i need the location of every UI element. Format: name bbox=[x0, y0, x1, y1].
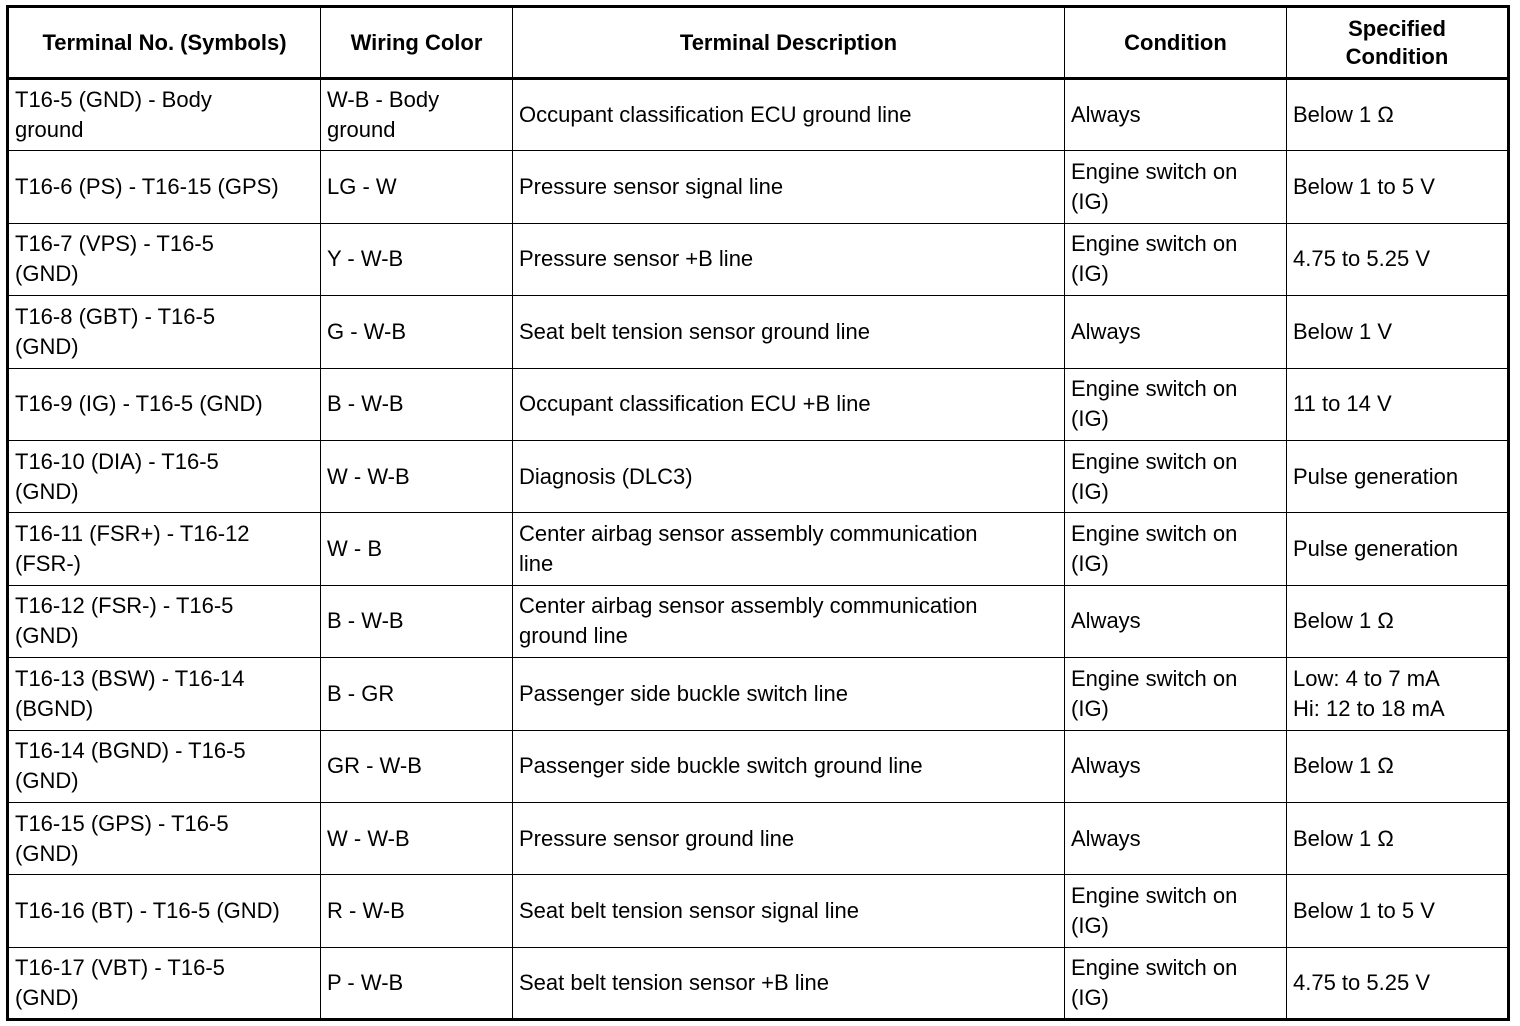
terminal-cell: T16-7 (VPS) - T16-5 (GND) bbox=[8, 223, 321, 295]
table-row bbox=[8, 368, 1509, 440]
specified-condition-cell: Below 1 Ω bbox=[1287, 802, 1509, 874]
wiring-color-cell: W - W-B bbox=[321, 802, 513, 874]
wiring-color-cell: Y - W-B bbox=[321, 223, 513, 295]
specified-condition-cell: Pulse generation bbox=[1287, 513, 1509, 585]
terminal-cell: T16-10 (DIA) - T16-5 (GND) bbox=[8, 440, 321, 512]
terminal-cell: T16-17 (VBT) - T16-5 (GND) bbox=[8, 947, 321, 1019]
description-cell: Passenger side buckle switch line bbox=[513, 658, 1065, 730]
condition-cell: Always bbox=[1065, 585, 1287, 657]
condition-cell: Engine switch on (IG) bbox=[1065, 440, 1287, 512]
table-row bbox=[8, 440, 1509, 512]
table-row bbox=[8, 875, 1509, 947]
condition-cell: Engine switch on (IG) bbox=[1065, 658, 1287, 730]
specified-condition-cell: Low: 4 to 7 mA Hi: 12 to 18 mA bbox=[1287, 658, 1509, 730]
terminal-cell: T16-15 (GPS) - T16-5 (GND) bbox=[8, 802, 321, 874]
condition-cell: Engine switch on (IG) bbox=[1065, 875, 1287, 947]
table-row bbox=[8, 296, 1509, 368]
description-cell: Seat belt tension sensor +B line bbox=[513, 947, 1065, 1019]
table-row bbox=[8, 947, 1509, 1019]
table-row bbox=[8, 658, 1509, 730]
condition-cell: Always bbox=[1065, 296, 1287, 368]
specified-condition-cell: Below 1 Ω bbox=[1287, 79, 1509, 151]
condition-cell: Always bbox=[1065, 730, 1287, 802]
wiring-color-cell: B - W-B bbox=[321, 368, 513, 440]
description-cell: Seat belt tension sensor ground line bbox=[513, 296, 1065, 368]
header-terminal-no: Terminal No. (Symbols) bbox=[8, 7, 321, 79]
table-row bbox=[8, 802, 1509, 874]
terminal-cell: T16-14 (BGND) - T16-5 (GND) bbox=[8, 730, 321, 802]
wiring-color-cell: R - W-B bbox=[321, 875, 513, 947]
wiring-color-cell: G - W-B bbox=[321, 296, 513, 368]
table-row bbox=[8, 513, 1509, 585]
specified-condition-cell: Below 1 V bbox=[1287, 296, 1509, 368]
description-cell: Seat belt tension sensor signal line bbox=[513, 875, 1065, 947]
terminal-cell: T16-11 (FSR+) - T16-12 (FSR-) bbox=[8, 513, 321, 585]
condition-cell: Engine switch on (IG) bbox=[1065, 151, 1287, 223]
header-condition: Condition bbox=[1065, 7, 1287, 79]
header-row bbox=[8, 7, 1509, 79]
description-cell: Center airbag sensor assembly communication line bbox=[513, 513, 1065, 585]
header-specified-condition: Specified Condition bbox=[1287, 7, 1509, 79]
specified-condition-cell: Below 1 Ω bbox=[1287, 730, 1509, 802]
specified-condition-cell: Pulse generation bbox=[1287, 440, 1509, 512]
specified-condition-cell: Below 1 to 5 V bbox=[1287, 875, 1509, 947]
specified-condition-cell: Below 1 to 5 V bbox=[1287, 151, 1509, 223]
specified-condition-cell: 4.75 to 5.25 V bbox=[1287, 947, 1509, 1019]
wiring-color-cell: P - W-B bbox=[321, 947, 513, 1019]
header-terminal-description: Terminal Description bbox=[513, 7, 1065, 79]
description-cell: Pressure sensor ground line bbox=[513, 802, 1065, 874]
table-body bbox=[8, 79, 1509, 1020]
specified-condition-cell: 4.75 to 5.25 V bbox=[1287, 223, 1509, 295]
specified-condition-cell: 11 to 14 V bbox=[1287, 368, 1509, 440]
wiring-color-cell: W - B bbox=[321, 513, 513, 585]
terminal-cell: T16-8 (GBT) - T16-5 (GND) bbox=[8, 296, 321, 368]
table-row bbox=[8, 79, 1509, 151]
wiring-color-cell: W-B - Body ground bbox=[321, 79, 513, 151]
description-cell: Pressure sensor +B line bbox=[513, 223, 1065, 295]
terminal-cell: T16-6 (PS) - T16-15 (GPS) bbox=[8, 151, 321, 223]
condition-cell: Engine switch on (IG) bbox=[1065, 223, 1287, 295]
terminal-cell: T16-13 (BSW) - T16-14 (BGND) bbox=[8, 658, 321, 730]
wiring-color-cell: GR - W-B bbox=[321, 730, 513, 802]
table-header bbox=[8, 7, 1509, 79]
terminal-cell: T16-12 (FSR-) - T16-5 (GND) bbox=[8, 585, 321, 657]
terminal-table-container bbox=[6, 5, 1510, 1021]
terminal-cell: T16-16 (BT) - T16-5 (GND) bbox=[8, 875, 321, 947]
table-row bbox=[8, 730, 1509, 802]
condition-cell: Engine switch on (IG) bbox=[1065, 947, 1287, 1019]
description-cell: Diagnosis (DLC3) bbox=[513, 440, 1065, 512]
table-row bbox=[8, 585, 1509, 657]
description-cell: Occupant classification ECU ground line bbox=[513, 79, 1065, 151]
wiring-color-cell: LG - W bbox=[321, 151, 513, 223]
header-wiring-color: Wiring Color bbox=[321, 7, 513, 79]
terminal-cell: T16-9 (IG) - T16-5 (GND) bbox=[8, 368, 321, 440]
terminal-inspection-table bbox=[6, 5, 1510, 1021]
condition-cell: Engine switch on (IG) bbox=[1065, 513, 1287, 585]
condition-cell: Engine switch on (IG) bbox=[1065, 368, 1287, 440]
description-cell: Occupant classification ECU +B line bbox=[513, 368, 1065, 440]
specified-condition-cell: Below 1 Ω bbox=[1287, 585, 1509, 657]
table-row bbox=[8, 151, 1509, 223]
wiring-color-cell: W - W-B bbox=[321, 440, 513, 512]
description-cell: Passenger side buckle switch ground line bbox=[513, 730, 1065, 802]
description-cell: Pressure sensor signal line bbox=[513, 151, 1065, 223]
terminal-cell: T16-5 (GND) - Body ground bbox=[8, 79, 321, 151]
wiring-color-cell: B - GR bbox=[321, 658, 513, 730]
condition-cell: Always bbox=[1065, 802, 1287, 874]
table-row bbox=[8, 223, 1509, 295]
condition-cell: Always bbox=[1065, 79, 1287, 151]
description-cell: Center airbag sensor assembly communication ground line bbox=[513, 585, 1065, 657]
wiring-color-cell: B - W-B bbox=[321, 585, 513, 657]
